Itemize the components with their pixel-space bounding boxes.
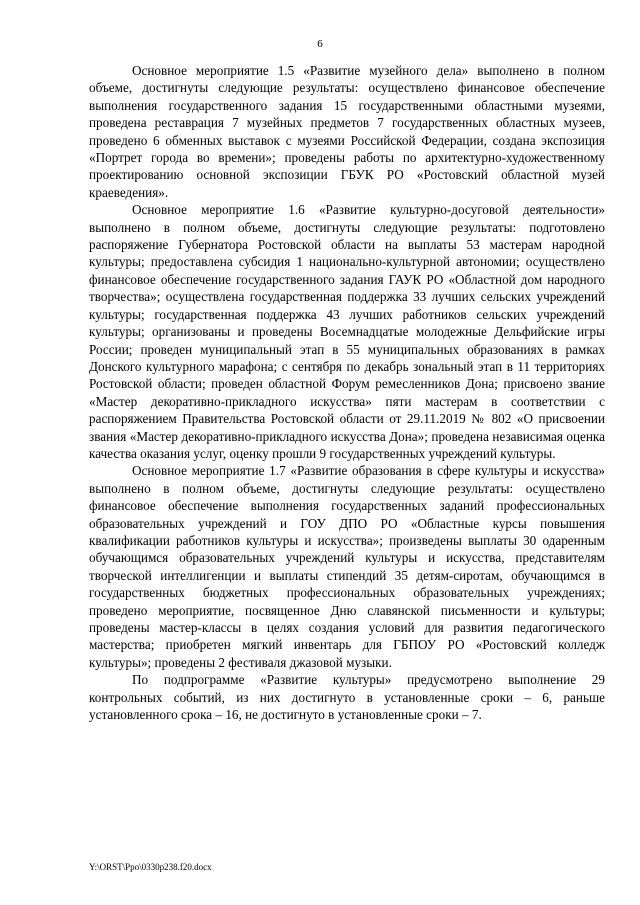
document-body [89, 62, 605, 723]
paragraph-event-1-5: Основное мероприятие 1.5 «Развитие музейного дела» выполнено в полном объеме, достигнуты следующие результаты: осуществлено финансовое обеспечение выполнения государственного задания 15 государственными областными музеями, проведена реставрация 7 музейных предметов 7 государственных областных музеев, проведено 6 обменных выставок с музеями Российской Федерации, создана экспозиция «Портрет города во времени»; проведены работы по архитектурно-художественному проектированию основной экспозиции ГБУК РО «Ростовский областной музей краеведения». [89, 63, 605, 200]
paragraph-event-1-6: Основное мероприятие 1.6 «Развитие культурно-досуговой деятельности» выполнено в полном объеме, достигнуты следующие результаты: подготовлено распоряжение Губернатора Ростовской области на выплаты 53 мастерам народной культуры; предоставлена субсидия 1 национально-культурной автономии; осуществлено финансовое обеспечение государственного задания ГАУК РО «Областной дом народного творчества»; осуществлена государственная поддержка 33 лучших сельских учреждений культуры; государственная поддержка 43 лучших работников сельских учреждений культуры; организованы и проведены Восемнадцатые молодежные Дельфийские игры России; проведен муниципальный этап в 55 муниципальных образованиях в рамках Донского культурного марафона; с сентября по декабрь зональный этап в 11 территориях Ростовской области; проведен областной Форум ремесленников Дона; присвоено звание «Мастер декоративно-прикладного искусства» пяти мастерам в соответствии с распоряжением Правительства Ростовской области от 29.11.2019 № 802 «О присвоении звания «Мастер декоративно-прикладного искусства Дона»; проведена независимая оценка качества оказания услуг, оценку прошли 9 государственных учреждений культуры. [89, 202, 605, 461]
paragraph-subprogram-summary: По подпрограмме «Развитие культуры» предусмотрено выполнение 29 контрольных событий, из них достигнуто в установленные сроки – 6, раньше установленного срока – 16, не достигнуто в установленные сроки – 7. [89, 672, 605, 723]
paragraph-event-1-7: Основное мероприятие 1.7 «Развитие образования в сфере культуры и искусства» выполнено в полном объеме, достигнуты следующие результаты: осуществлено финансовое обеспечение выполнения государственных заданий профессиональных образовательных учреждений и ГОУ ДПО РО «Областные курсы повышения квалификации работников культуры и искусства»; произведены выплаты 30 одаренным обучающимся образовательных учреждений культуры и искусства, представителям творческой интеллигенции и выплаты стипендий 35 детям-сиротам, обучающимся в государственных бюджетных профессиональных образовательных учреждениях; проведено мероприятие, посвященное Дню славянской письменности и культуры; проведены мастер-классы в целях создания условий для развития педагогического мастерства; приобретен мягкий инвентарь для ГБПОУ РО «Ростовский колледж культуры»; проведены 2 фестиваля джазовой музыки. [89, 463, 605, 670]
footer-file-path: Y:\ORST\Ppo\0330p238.f20.docx [89, 862, 212, 872]
page-number: 6 [317, 38, 323, 50]
